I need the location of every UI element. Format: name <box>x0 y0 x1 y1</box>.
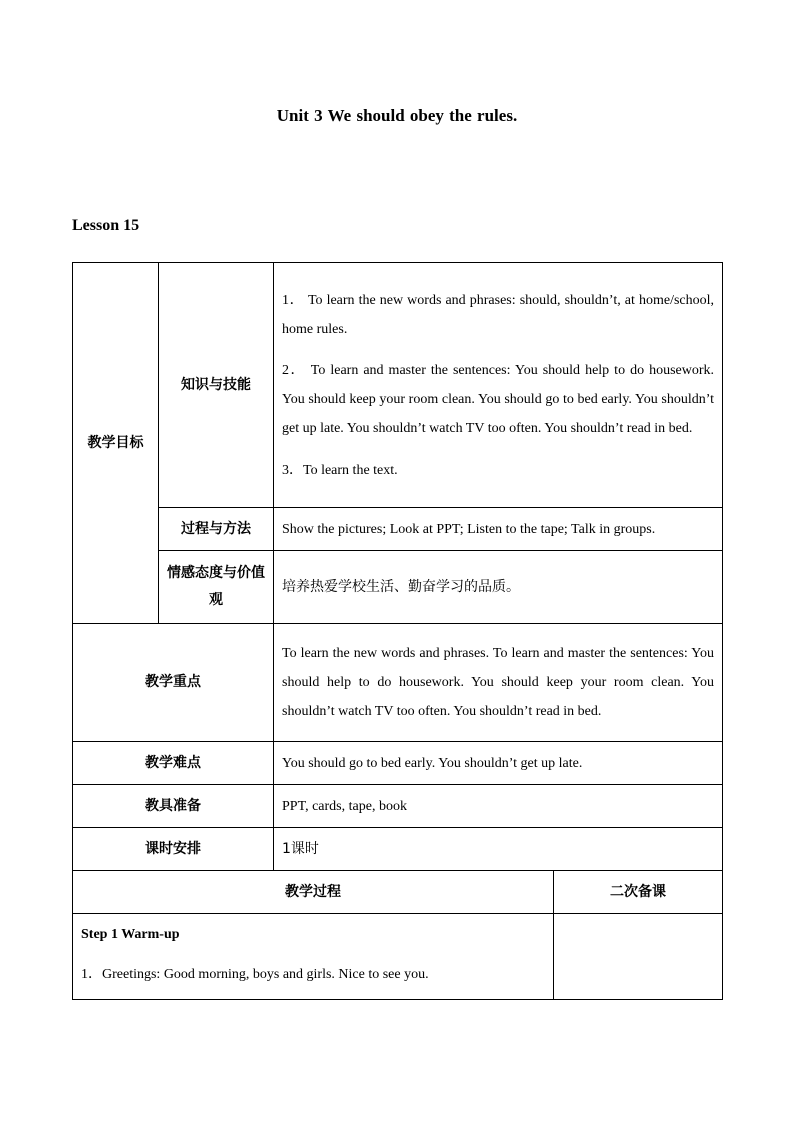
step-1-secondary-cell <box>554 914 723 1000</box>
knowledge-item-3: 3．To learn the text. <box>282 462 398 478</box>
key-points-content: To learn the new words and phrases. To learn and master the sentences: You should help to do housework. You should keep your room clean. You shouldn’t watch TV too often. You shouldn’t read in bed. <box>274 624 723 742</box>
teaching-process-header: 教学过程 <box>73 871 554 914</box>
emotion-row <box>73 551 723 624</box>
document-title: Unit 3 We should obey the rules. <box>276 106 518 125</box>
knowledge-item-2: 2． To learn and master the sentences: You should help to do housework. You should keep your room clean. You should go to bed early. You shouldn’t get up late. You shouldn’t watch TV too often. You shouldn’t read in bed. <box>282 362 715 436</box>
knowledge-item-1: 1． To learn the new words and phrases: should, shouldn’t, at home/school, home rules. <box>282 292 715 337</box>
materials-content: PPT, cards, tape, book <box>274 785 723 828</box>
knowledge-row <box>73 263 723 508</box>
schedule-row <box>73 828 723 871</box>
process-header-row <box>73 871 723 914</box>
process-method-label: 过程与方法 <box>159 508 274 551</box>
step-1-cell <box>73 914 554 1000</box>
step-row <box>73 914 723 1000</box>
process-method-content: Show the pictures; Look at PPT; Listen to the tape; Talk in groups. <box>274 508 723 551</box>
materials-row <box>73 785 723 828</box>
difficult-points-row <box>73 742 723 785</box>
materials-label: 教具准备 <box>73 785 274 828</box>
process-method-row <box>73 508 723 551</box>
objectives-label: 教学目标 <box>73 263 159 624</box>
emotion-label: 情感态度与价值观 <box>159 551 274 624</box>
emotion-content: 培养热爱学校生活、勤奋学习的品质。 <box>274 551 723 624</box>
knowledge-content <box>274 263 723 508</box>
key-points-row <box>73 624 723 742</box>
difficult-points-content: You should go to bed early. You shouldn’t get up late. <box>274 742 723 785</box>
key-points-label: 教学重点 <box>73 624 274 742</box>
step-1-item-1: 1．Greetings: Good morning, boys and girls. Nice to see you. <box>81 967 429 982</box>
lesson-plan-table <box>72 262 723 1000</box>
step-1-heading: Step 1 Warm-up <box>81 927 180 942</box>
knowledge-label: 知识与技能 <box>159 263 274 508</box>
lesson-heading: Lesson 15 <box>72 217 140 234</box>
secondary-prep-header: 二次备课 <box>554 871 723 914</box>
schedule-content: 1课时 <box>274 828 723 871</box>
difficult-points-label: 教学难点 <box>73 742 274 785</box>
schedule-label: 课时安排 <box>73 828 274 871</box>
